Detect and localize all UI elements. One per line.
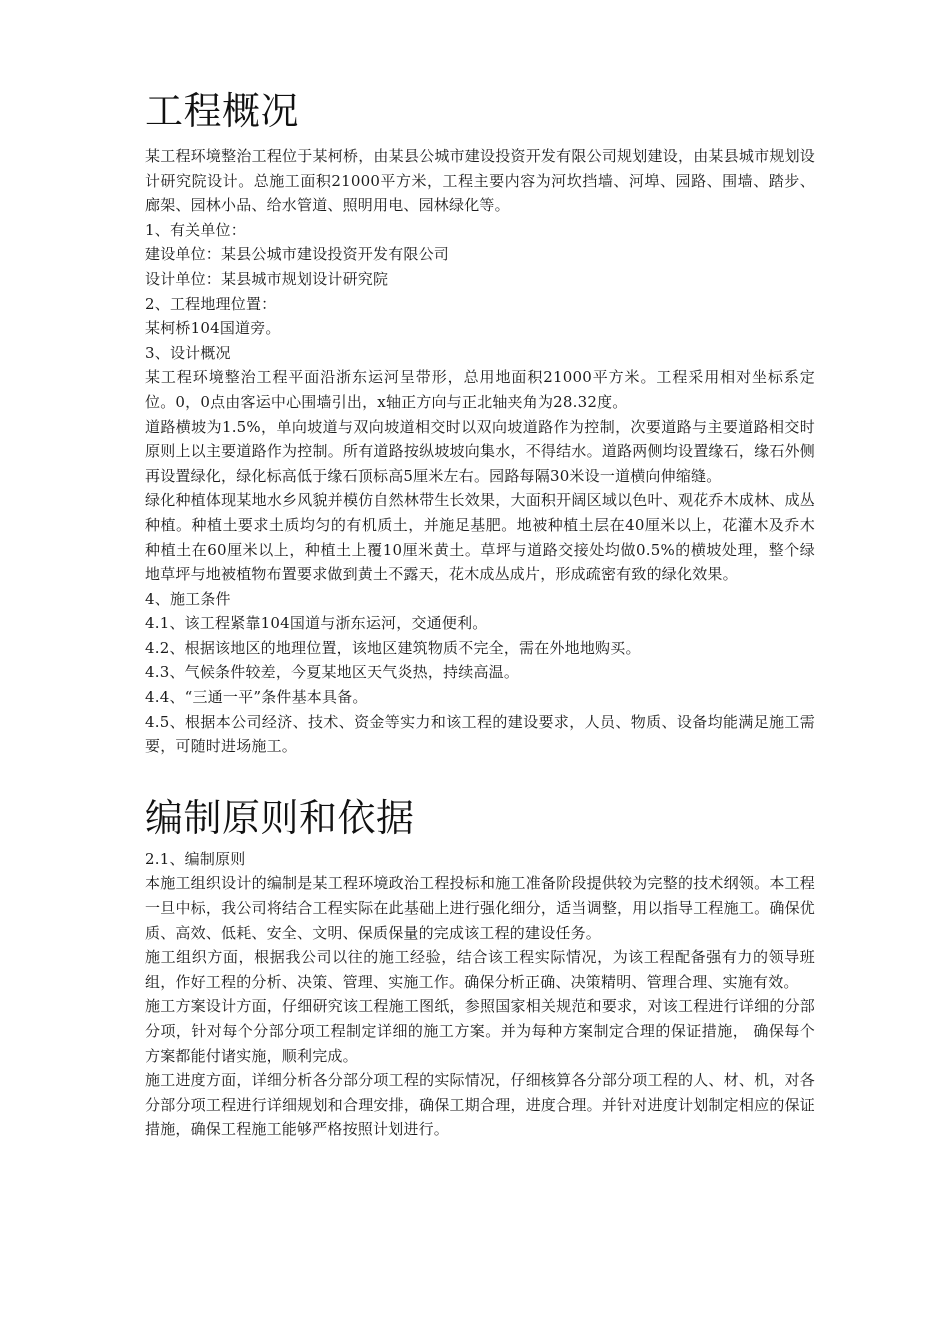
paragraph: 4.3、气候条件较差，今夏某地区天气炎热，持续高温。 xyxy=(145,663,520,682)
paragraph: 4.4、“三通一平”条件基本具备。 xyxy=(145,688,368,707)
paragraph: 4.5、根据本公司经济、技术、资金等实力和该工程的建设要求，人员、物质、设备均能满足施工需要，可随时进场施工。 xyxy=(145,712,815,756)
paragraph: 3、设计概况 xyxy=(145,343,231,362)
paragraph: 某柯桥104国道旁。 xyxy=(145,319,281,338)
paragraph: 设计单位：某县城市规划设计研究院 xyxy=(145,269,389,288)
paragraph: 某工程环境整治工程平面沿浙东运河呈带形，总用地面积21000平方米。工程采用相对坐标系定位。0，0点由客运中心围墙引出，x轴正方向与正北轴夹角为28.32度。 xyxy=(145,368,815,411)
document-page xyxy=(145,88,815,1142)
paragraph: 道路横坡为1.5%，单向坡道与双向坡道相交时以双向坡道路作为控制，次要道路与主要道路相交时原则上以主要道路作为控制。所有道路按纵坡坡向集水，不得结水。道路两侧均设置缘石，缘石外侧再设置绿化，绿化标高低于缘石顶标高5厘米左右。园路每隔30米设一道横向伸缩缝。 xyxy=(145,417,815,485)
paragraph: 4.1、该工程紧靠104国道与浙东运河，交通便利。 xyxy=(145,614,488,633)
heading-compilation-principles: 编制原则和依据 xyxy=(145,795,415,840)
heading-project-overview: 工程概况 xyxy=(145,89,300,133)
paragraph: 本施工组织设计的编制是某工程环境政治工程投标和施工准备阶段提供较为完整的技术纲领。本工程一旦中标，我公司将结合工程实际在此基础上进行强化细分，适当调整，用以指导工程施工。确保优质、高效、低耗、安全、文明、保质保量的完成该工程的建设任务。 xyxy=(145,874,815,942)
paragraph: 4.2、根据该地区的地理位置，该地区建筑物质不完全，需在外地地购买。 xyxy=(145,638,641,657)
paragraph: 绿化种植体现某地水乡风貌并模仿自然林带生长效果，大面积开阔区域以色叶、观花乔木成林、成丛种植。种植土要求土质均匀的有机质土，并施足基肥。地被种植土层在40厘米以上，花灌木及乔木种植土在60厘米以上，种植土上覆10厘米黄土。草坪与道路交接处均做0.5%的横坡处理，整个绿地草坪与地被植物布置要求做到黄土不露天，花木成丛成片，形成疏密有致的绿化效果。 xyxy=(145,491,815,584)
paragraph: 建设单位：某县公城市建设投资开发有限公司 xyxy=(145,245,450,264)
paragraph: 2、工程地理位置： xyxy=(145,294,277,313)
paragraph: 1、有关单位： xyxy=(145,220,246,239)
paragraph: 某工程环境整治工程位于某柯桥，由某县公城市建设投资开发有限公司规划建设，由某县城市规划设计研究院设计。总施工面积21000平方米，工程主要内容为河坎挡墙、河埠、园路、围墙、踏步、廊架、园林小品、给水管道、照明用电、园林绿化等。 xyxy=(145,147,815,215)
paragraph: 2.1、编制原则 xyxy=(145,849,246,868)
paragraph: 施工方案设计方面，仔细研究该工程施工图纸，参照国家相关规范和要求，对该工程进行详细的分部分项，针对每个分部分项工程制定详细的施工方案。并为每种方案制定合理的保证措施， 确保每个方案都能付诸实施，顺利完成。 xyxy=(145,997,815,1065)
paragraph: 施工组织方面，根据我公司以往的施工经验，结合该工程实际情况，为该工程配备强有力的领导班组，作好工程的分析、决策、管理、实施工作。确保分析正确、决策精明、管理合理、实施有效。 xyxy=(145,948,815,991)
paragraph: 施工进度方面，详细分析各分部分项工程的实际情况，仔细核算各分部分项工程的人、材、机，对各分部分项工程进行详细规划和合理安排，确保工期合理，进度合理。并针对进度计划制定相应的保证措施，确保工程施工能够严格按照计划进行。 xyxy=(145,1071,815,1139)
paragraph: 4、施工条件 xyxy=(145,589,231,608)
